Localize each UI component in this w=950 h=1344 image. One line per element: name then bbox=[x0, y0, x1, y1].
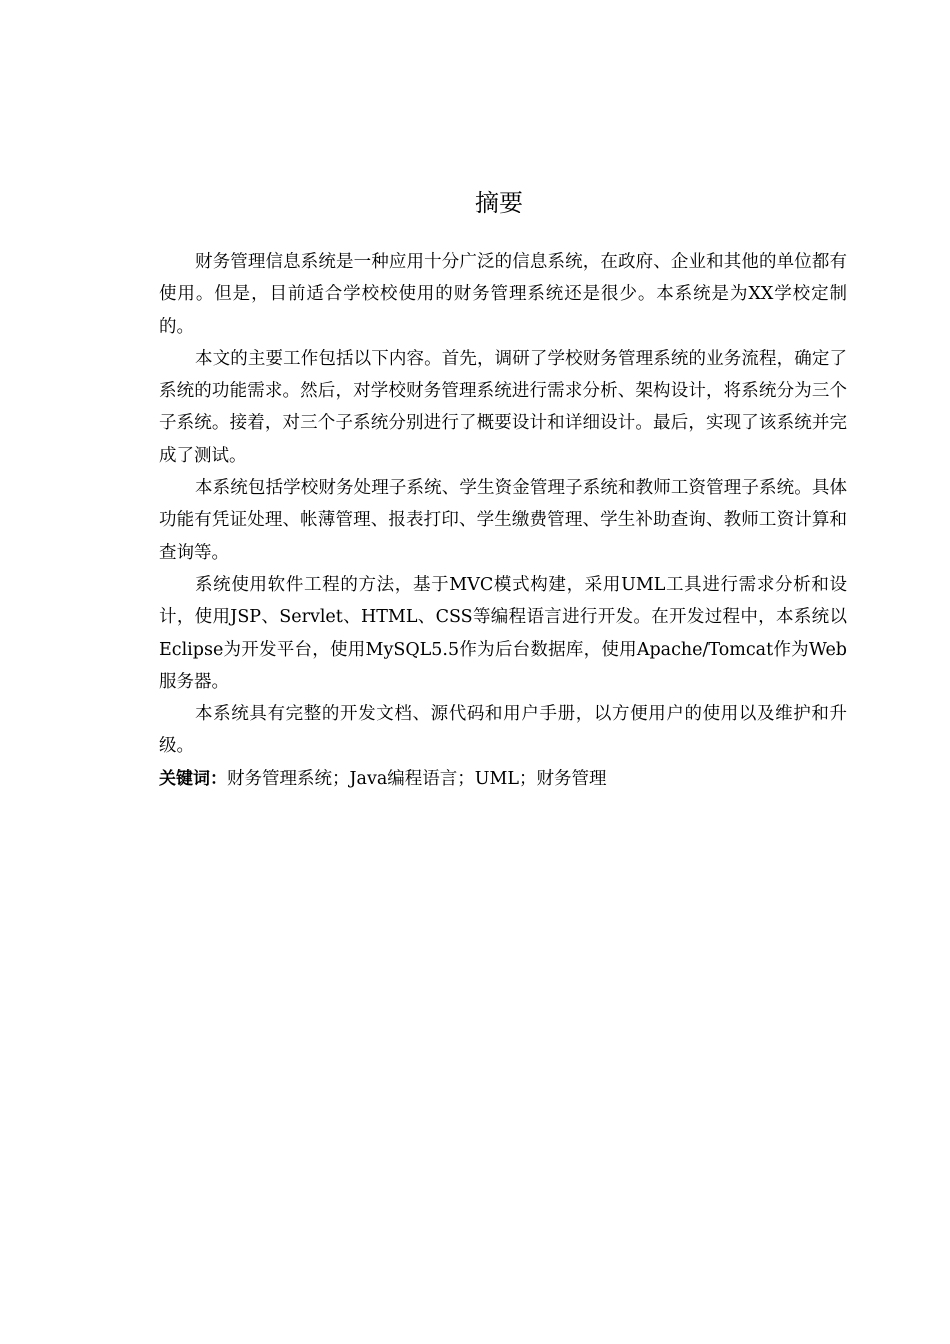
keywords-text: 财务管理系统；Java编程语言；UML；财务管理 bbox=[227, 768, 607, 789]
keywords-label: 关键词： bbox=[159, 768, 227, 789]
abstract-paragraph-2: 本文的主要工作包括以下内容。首先，调研了学校财务管理系统的业务流程，确定了系统的功能需求。然后，对学校财务管理系统进行需求分析、架构设计，将系统分为三个子系统。接着，对三个子系统分别进行了概要设计和详细设计。最后，实现了该系统并完成了测试。 bbox=[159, 348, 847, 466]
abstract-paragraph-4: 系统使用软件工程的方法，基于MVC模式构建，采用UML工具进行需求分析和设计，使用JSP、Servlet、HTML、CSS等编程语言进行开发。在开发过程中，本系统以Eclipse为开发平台，使用MySQL5.5作为后台数据库，使用Apache/Tomcat作为Web服务器。 bbox=[159, 574, 847, 692]
abstract-title: 摘要 bbox=[475, 189, 523, 217]
abstract-paragraph-5: 本系统具有完整的开发文档、源代码和用户手册，以方便用户的使用以及维护和升级。 bbox=[159, 704, 847, 757]
abstract-body bbox=[159, 246, 847, 795]
abstract-paragraph-3: 本系统包括学校财务处理子系统、学生资金管理子系统和教师工资管理子系统。具体功能有凭证处理、帐薄管理、报表打印、学生缴费管理、学生补助查询、教师工资计算和查询等。 bbox=[159, 478, 847, 563]
abstract-paragraph-1: 财务管理信息系统是一种应用十分广泛的信息系统，在政府、企业和其他的单位都有使用。但是，目前适合学校校使用的财务管理系统还是很少。本系统是为XX学校定制的。 bbox=[159, 252, 847, 337]
keywords-line bbox=[159, 763, 847, 795]
